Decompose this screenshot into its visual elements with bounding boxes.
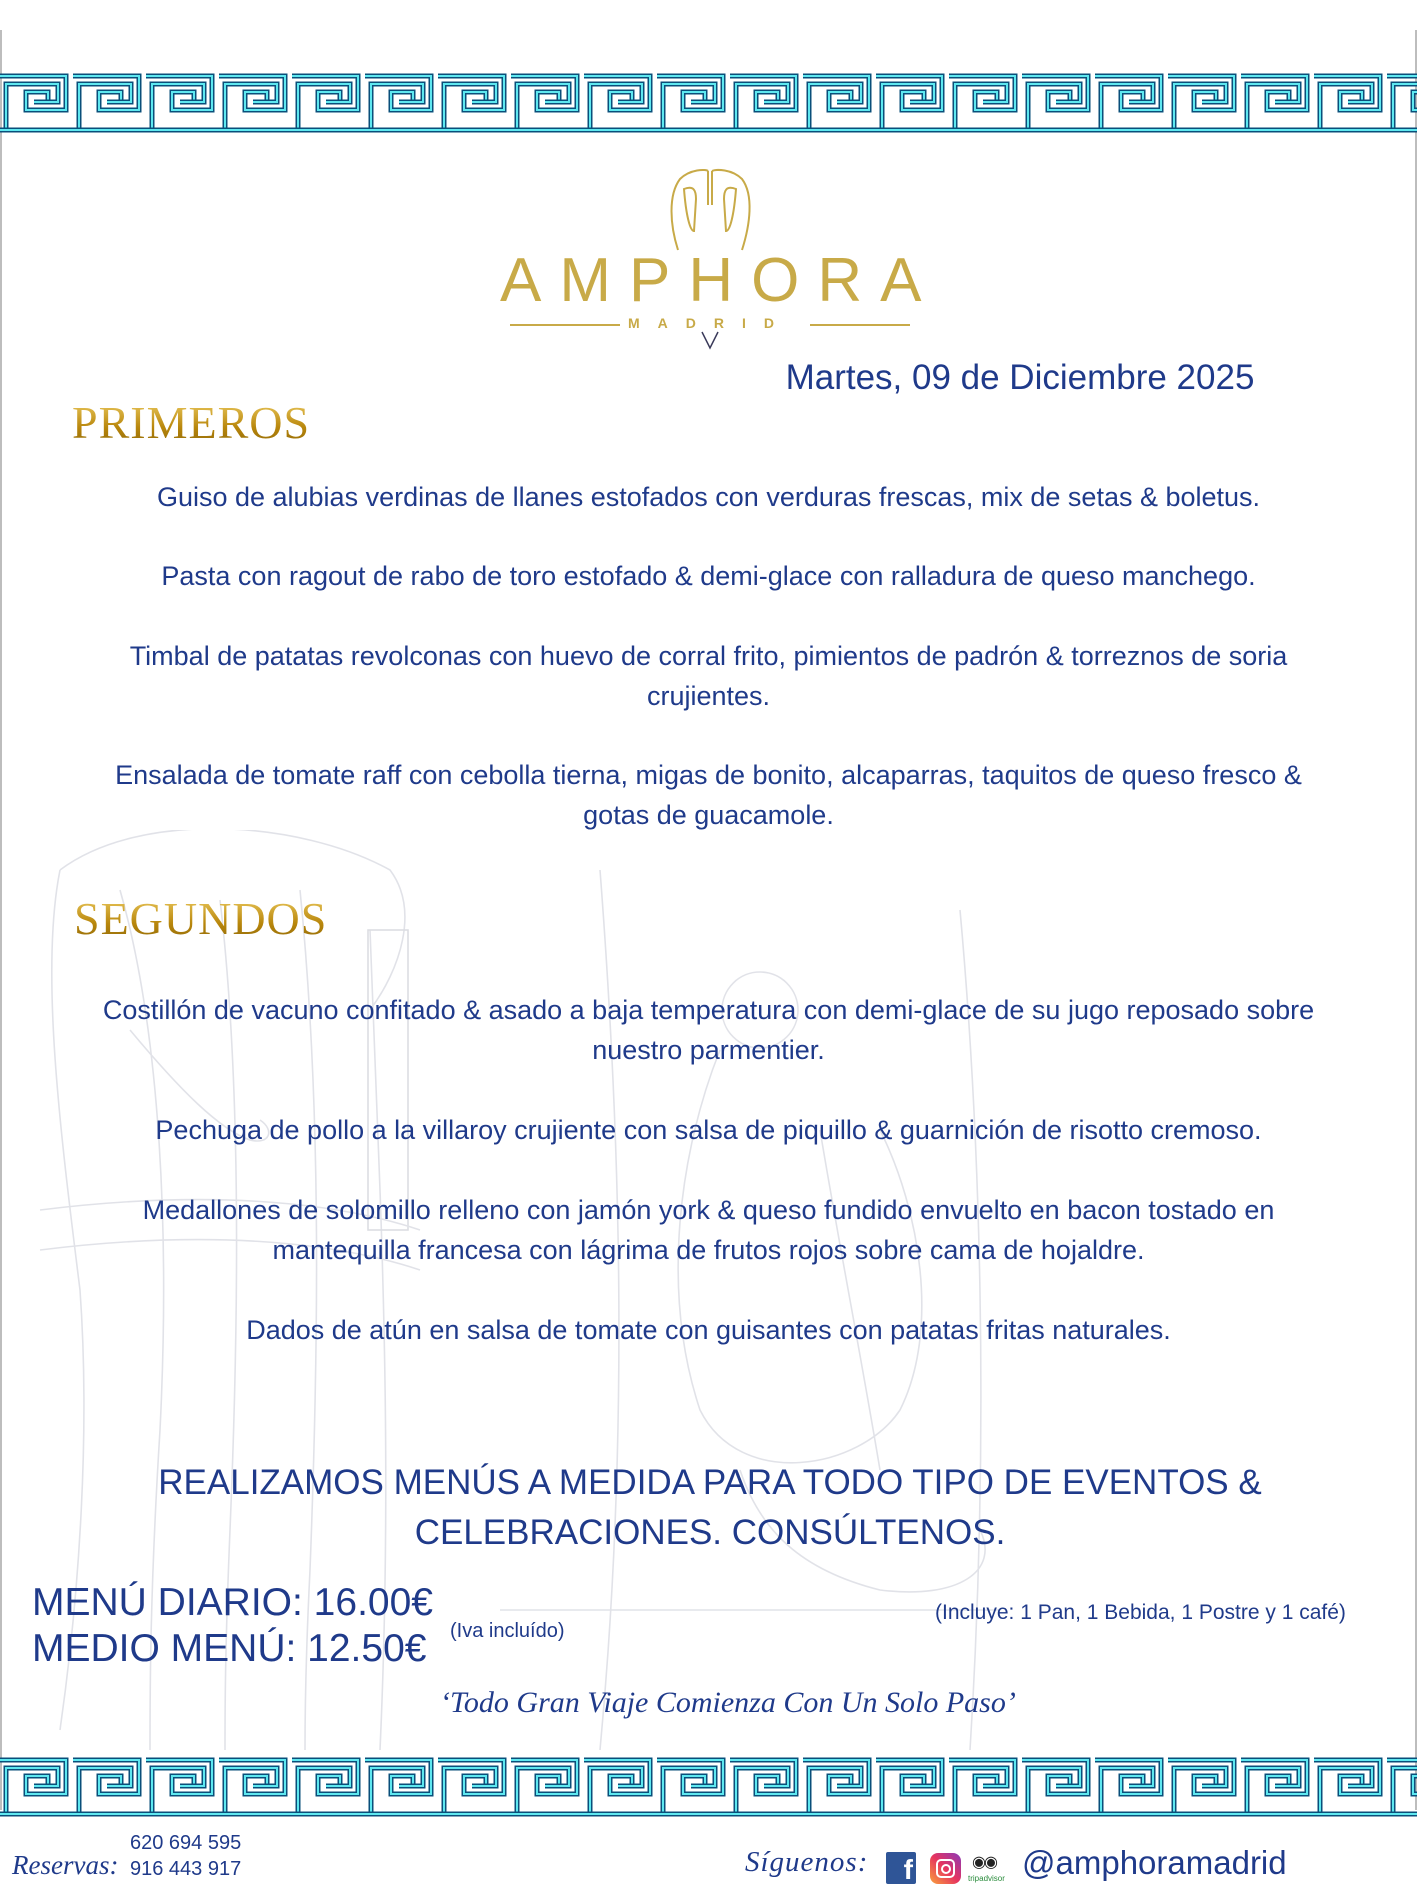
logo-rule-right: [810, 324, 910, 326]
segundos-dish-4: Dados de atún en salsa de tomate con guisantes con patatas fritas naturales.: [246, 1315, 1171, 1345]
iva-note: (Iva incluído): [450, 1620, 565, 1642]
greek-key-border-top: [0, 72, 1417, 134]
motto-quote: ‘Todo Gran Viaje Comienza Con Un Solo Paso’: [440, 1686, 1016, 1719]
primeros-dish-4: Ensalada de tomate raff con cebolla tierna, migas de bonito, alcaparras, taquitos de queso fresco & gotas de guacamole.: [115, 760, 1302, 830]
section-title-primeros: PRIMEROS: [72, 397, 311, 448]
page-border-left: [0, 30, 2, 1810]
phone-number-1[interactable]: 620 694 595: [130, 1832, 242, 1854]
primeros-dish-2: Pasta con ragout de rabo de toro estofado & demi-glace con ralladura de queso manchego.: [161, 561, 1256, 591]
medio-menu-price: MEDIO MENÚ: 12.50€: [32, 1627, 427, 1670]
segundos-dish-2: Pechuga de pollo a la villaroy crujiente con salsa de piquillo & guarnición de risotto cremoso.: [155, 1115, 1262, 1145]
segundos-dish-1: Costillón de vacuno confitado & asado a baja temperatura con demi-glace de su jugo reposado sobre nuestro parmentier.: [102, 995, 1315, 1065]
tripadvisor-owl-icon: ◉◉: [972, 1854, 996, 1871]
facebook-icon[interactable]: f: [886, 1852, 916, 1884]
reservas-label: Reservas:: [12, 1850, 119, 1880]
menu-diario-price: MENÚ DIARIO: 16.00€: [32, 1581, 433, 1624]
follow-label: Síguenos:: [745, 1846, 869, 1878]
section-title-segundos: SEGUNDOS: [74, 893, 328, 944]
logo-wordmark: AMPHORA: [500, 246, 940, 315]
primeros-dish-3: Timbal de patatas revolconas con huevo de corral frito, pimientos de padrón & torreznos de soria crujientes.: [129, 641, 1288, 711]
amphora-vase-icon: [660, 165, 760, 255]
amphora-logo: [500, 155, 940, 345]
social-handle[interactable]: @amphoramadrid: [1022, 1844, 1287, 1881]
menu-date: Martes, 09 de Diciembre 2025: [785, 358, 1255, 397]
phone-number-2[interactable]: 916 443 917: [130, 1858, 242, 1880]
tripadvisor-text: tripadvisor: [968, 1874, 1005, 1883]
includes-note: (Incluye: 1 Pan, 1 Bebida, 1 Postre y 1 café): [935, 1601, 1346, 1624]
instagram-icon[interactable]: [930, 1853, 961, 1884]
primeros-dish-1: Guiso de alubias verdinas de llanes estofados con verduras frescas, mix de setas & boletus.: [156, 482, 1261, 512]
greek-key-border-bottom: [0, 1756, 1417, 1818]
events-promo: REALIZAMOS MENÚS A MEDIDA PARA TODO TIPO DE EVENTOS & CELEBRACIONES. CONSÚLTENOS.: [158, 1463, 1262, 1552]
logo-subtitle: MADRID: [628, 315, 792, 331]
logo-chevron-icon: [700, 330, 720, 350]
tripadvisor-icon[interactable]: [968, 1850, 1004, 1888]
segundos-dish-3: Medallones de solomillo relleno con jamón york & queso fundido envuelto en bacon tostado en mantequilla francesa con lágrima de frutos rojos sobre cama de hojaldre.: [142, 1195, 1275, 1265]
